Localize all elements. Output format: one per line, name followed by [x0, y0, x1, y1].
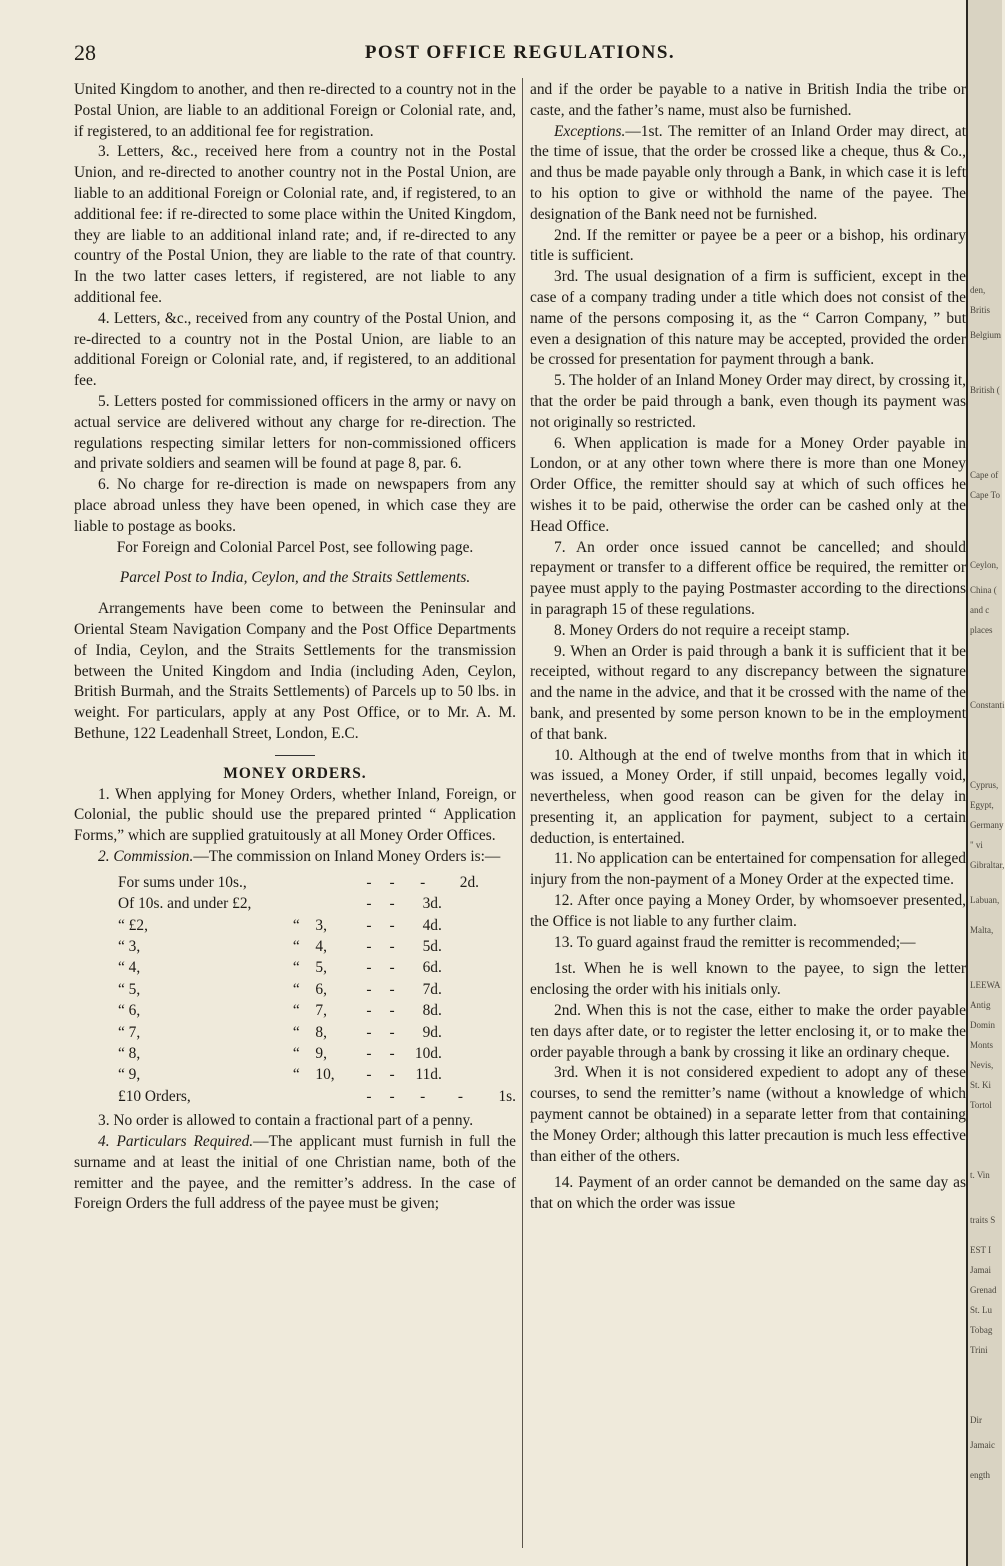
margin-fragment: ength: [970, 1470, 990, 1480]
paragraph: 3rd. The usual designation of a firm is sufficient, except in the case of a company trading under a title which does not consist of the name of the persons composing it, as the “ Carron Company, ” but even a designation of this nature may be accepted, provided the order be crossed for presentation for payment through a bank.: [530, 268, 966, 369]
commission-row: [118, 915, 516, 936]
commission-range: “ 5,: [118, 980, 141, 998]
margin-fragment: Malta,: [970, 925, 994, 935]
leader-dash: -: [457, 1087, 463, 1105]
commission-amount: 2d.: [459, 873, 480, 891]
leader-dash: -: [366, 1023, 372, 1041]
leader-dash: -: [389, 1023, 395, 1041]
commission-amount: 6d.: [422, 959, 442, 977]
margin-fragment: Belgium: [970, 330, 1001, 340]
margin-fragment: China (: [970, 585, 997, 595]
paragraph: 6. No charge for re-direction is made on newspapers from any place abroad unless they have been opened, in which case they are liable to postage as books.: [74, 476, 516, 535]
paragraph: [74, 847, 516, 868]
commission-range: “ 7,: [118, 1023, 141, 1041]
margin-fragment: " vi: [970, 840, 983, 850]
margin-fragment: Antig: [970, 1000, 991, 1010]
inline-text: —1st. The remitter of an Inland Order may direct, at the time of issue, that the order be crossed like a cheque, thus & Co., and thus be made payable only through a Bank, in which case it is left to his option to give or withhold the name of the payee. The designation of the Bank need not be furnished.: [530, 122, 966, 223]
paragraph: 11. No application can be entertained for compensation for alleged injury from the non-payment of a Money Order at the expected time.: [530, 850, 966, 889]
commission-range: “ 3,: [118, 937, 141, 955]
inline-text: —The applicant must furnish in full the surname and at least the initial of one Christian name, both of the remitter and the payee, and the remitter’s address. In the case of Foreign Orders the full address of the payee must be given;: [74, 1132, 517, 1213]
margin-fragment: Tortol: [970, 1100, 992, 1110]
commission-amount: 7d.: [422, 980, 442, 998]
margin-fragment: Britis: [970, 305, 991, 315]
commission-range: 4,: [315, 937, 327, 955]
margin-fragment: traits S: [970, 1215, 996, 1225]
commission-row: [118, 872, 516, 893]
inline-label: 4. Particulars Required.: [98, 1132, 254, 1150]
margin-fragment: Nevis,: [970, 1060, 994, 1070]
paragraph: 2nd. When this is not the case, either to make the order payable ten days after date, or to register the letter enclosing it, or to make the order payable through a bank by crossing it like an ordinary cheque.: [530, 1002, 966, 1061]
leader-dash: -: [366, 1066, 372, 1084]
inline-text: —The commission on Inland Money Orders is:—: [193, 847, 501, 865]
commission-range: 9,: [315, 1044, 327, 1062]
leader-dash: -: [366, 1044, 372, 1062]
margin-fragment: Cape of: [970, 470, 999, 480]
commission-row: [118, 1064, 516, 1085]
commission-amount: 11d.: [415, 1066, 442, 1084]
margin-fragment: Trini: [970, 1345, 988, 1355]
leader-dash: -: [366, 1087, 372, 1105]
leader-dash: -: [389, 1087, 395, 1105]
margin-fragment: Jamai: [970, 1265, 991, 1275]
paragraph: 3. Letters, &c., received here from a country not in the Postal Union, and re-directed to another country not in the Postal Union, are liable to an additional Foreign or Colonial rate, and, if registered, to an additional fee: if re-directed to some place within the United Kingdom, they are liable to an additional inland rate; and, if re-directed to any country of the Postal Union, they are liable to the rate of that country. In the two latter cases letters, if registered, are not liable to any additional fee.: [74, 143, 516, 306]
leader-dash: -: [389, 895, 395, 913]
leader-dash: -: [389, 873, 395, 891]
margin-fragment: Ceylon,: [970, 560, 999, 570]
margin-fragment: Cape To: [970, 490, 1000, 500]
commission-range: “ 6,: [118, 1002, 141, 1020]
leader-dash: -: [420, 873, 426, 891]
commission-range: 6,: [315, 980, 327, 998]
commission-range: “ 4,: [118, 959, 141, 977]
margin-fragment: LEEWA: [970, 980, 1001, 990]
leader-dash: -: [389, 937, 395, 955]
margin-fragment: Egypt,: [970, 800, 994, 810]
commission-row: [118, 893, 516, 914]
commission-range: 8,: [315, 1023, 327, 1041]
commission-range: 3,: [315, 916, 327, 934]
commission-row: [118, 957, 516, 978]
margin-fragment: St. Ki: [970, 1080, 992, 1090]
leader-dash: -: [389, 959, 395, 977]
paragraph: 3rd. When it is not considered expedient to adopt any of these courses, to send the remitter’s name (without a knowledge of which payment cannot be obtained) in a separate letter from that containing the Money Order; although this latter precaution is much less effective than either of the others.: [530, 1064, 966, 1165]
commission-amount: 5d.: [422, 937, 442, 955]
commission-range: Of 10s. and under £2,: [118, 895, 252, 913]
paragraph: United Kingdom to another, and then re-directed to a country not in the Postal Union, are liable to an additional Foreign or Colonial rate, and, if registered, to an additional fee for registration.: [74, 81, 516, 140]
commission-range: “ 9,: [118, 1066, 141, 1084]
commission-amount: 10d.: [414, 1044, 442, 1062]
leader-dash: -: [366, 916, 372, 934]
commission-row: [118, 1043, 516, 1064]
commission-range: “: [292, 916, 300, 934]
margin-fragment: Grenad: [970, 1285, 997, 1295]
commission-amount: 3d.: [422, 895, 442, 913]
margin-fragment: Gibraltar,: [970, 860, 1005, 870]
paragraph: 6. When application is made for a Money Order payable in London, or at any other town where there is more than one Money Order Office, the remitter should say at which of such offices he wishes it to be paid, otherwise the order can be cashed only at the Head Office.: [530, 434, 966, 535]
margin-fragment: Constanti: [970, 700, 1005, 710]
commission-amount: 1s.: [498, 1087, 516, 1105]
paragraph: 1st. When he is well known to the payee, to sign the letter enclosing the order with his initials only.: [530, 960, 966, 999]
commission-amount: 4d.: [422, 916, 442, 934]
margin-fragment: British (: [970, 385, 1000, 395]
commission-amount: 9d.: [422, 1023, 442, 1041]
margin-fragment: Monts: [970, 1040, 994, 1050]
paragraph: 2nd. If the remitter or payee be a peer or a bishop, his ordinary title is sufficient.: [530, 226, 966, 265]
parcel-heading: Parcel Post to India, Ceylon, and the Straits Settlements.: [119, 569, 471, 587]
margin-fragment: places: [970, 625, 993, 635]
running-title: POST OFFICE REGULATIONS.: [364, 42, 676, 63]
margin-fragment: Jamaic: [970, 1440, 995, 1450]
paragraph: 5. The holder of an Inland Money Order may direct, by crossing it, that the order be paid through a bank, even though its payment was not originally so restricted.: [530, 372, 966, 431]
page-header: [74, 40, 966, 70]
paragraph: 13. To guard against fraud the remitter is recommended;—: [554, 933, 916, 951]
paragraph: 7. An order once issued cannot be cancelled; and should repayment or transfer to a different office be required, the remitter or payee must apply to the paying Postmaster according to the directions in paragraph 15 of these regulations.: [530, 538, 966, 618]
paragraph: 5. Letters posted for commissioned officers in the army or navy on actual service are delivered without any charge for re-direction. The regulations respecting similar letters for non-commissioned officers and private soldiers and seamen will be found at page 8, par. 6.: [74, 392, 516, 473]
adjacent-page-margin: [966, 0, 1005, 1566]
paragraph: [74, 1132, 516, 1215]
column-divider: [522, 78, 523, 1548]
section-rule: [275, 755, 315, 756]
commission-row: [118, 979, 516, 1000]
commission-range: “: [292, 1002, 300, 1020]
commission-range: “: [292, 959, 300, 977]
left-column: [74, 80, 516, 1215]
leader-dash: -: [366, 1002, 372, 1020]
inline-label: Exceptions.: [554, 122, 626, 140]
paragraph: Arrangements have been come to between the Peninsular and Oriental Steam Navigation Company and the Post Office Departments of India, Ceylon, and the Straits Settlements for the transmission between the United Kingdom and India (including Aden, Ceylon, British Burmah, and the Straits Settlements) of Parcels up to 50 lbs. in weight. For particulars, apply at any Post Office, or to Mr. A. M. Bethune, 122 Leadenhall Street, London, E.C.: [74, 600, 516, 742]
commission-row: [118, 1000, 516, 1021]
paragraph: 12. After once paying a Money Order, by whomsoever presented, the Office is not liable to any further claim.: [530, 892, 966, 930]
leader-dash: -: [389, 1066, 395, 1084]
leader-dash: -: [389, 1002, 395, 1020]
page-number: 28: [74, 40, 96, 65]
commission-range: “ £2,: [118, 916, 148, 934]
margin-fragment: Dir: [970, 1415, 982, 1425]
section-heading: MONEY ORDERS.: [223, 764, 367, 782]
margin-fragment: Tobag: [970, 1325, 993, 1335]
right-column: [530, 80, 966, 1215]
inline-label: 2. Commission.: [98, 847, 194, 865]
margin-fragment: Labuan,: [970, 895, 1000, 905]
commission-table: [118, 872, 516, 1107]
commission-amount: 8d.: [422, 1002, 442, 1020]
margin-fragment: St. Lu: [970, 1305, 993, 1315]
leader-dash: -: [420, 1087, 426, 1105]
commission-range: “: [292, 1023, 300, 1041]
paragraph: [530, 122, 966, 226]
leader-dash: -: [389, 916, 395, 934]
leader-dash: -: [366, 873, 372, 891]
commission-range: “: [292, 980, 300, 998]
commission-range: “: [292, 1066, 300, 1084]
parcel-note: For Foreign and Colonial Parcel Post, see following page.: [116, 538, 474, 556]
commission-range: “: [292, 1044, 300, 1062]
commission-range: “: [292, 937, 300, 955]
margin-fragment: EST I: [970, 1245, 992, 1255]
paragraph: 10. Although at the end of twelve months from that in which it was issued, a Money Order, if still unpaid, becomes legally void, nevertheless, when good reason can be given for the delay in presenting it, an application for payment, subject to a certain deduction, is entertained.: [530, 746, 966, 847]
margin-fragment: and c: [970, 605, 990, 615]
margin-fragment: t. Vin: [970, 1170, 990, 1180]
margin-fragment: Germany: [970, 820, 1004, 830]
leader-dash: -: [366, 959, 372, 977]
commission-row: [118, 1086, 516, 1107]
paragraph: 1. When applying for Money Orders, whether Inland, Foreign, or Colonial, the public should use the prepared printed “ Application Forms,” which are supplied gratuitously at all Money Order Offices.: [74, 785, 516, 845]
leader-dash: -: [366, 937, 372, 955]
commission-range: 7,: [315, 1002, 327, 1020]
commission-range: 5,: [315, 959, 327, 977]
commission-row: [118, 936, 516, 957]
paragraph: 4. Letters, &c., received from any country of the Postal Union, and re-directed to a country not in the Postal Union, are liable to an additional Foreign or Colonial rate, and, if registered, to an additional fee.: [74, 309, 516, 390]
margin-fragment: Domin: [970, 1020, 996, 1030]
paragraph: 8. Money Orders do not require a receipt stamp.: [554, 621, 850, 639]
commission-range: For sums under 10s.,: [118, 873, 247, 891]
margin-fragment: den,: [970, 285, 986, 295]
paragraph: 14. Payment of an order cannot be demanded on the same day as that on which the order was issue: [530, 1174, 966, 1213]
margin-fragment: Cyprus,: [970, 780, 999, 790]
paragraph: 3. No order is allowed to contain a fractional part of a penny.: [98, 1112, 474, 1130]
leader-dash: -: [366, 895, 372, 913]
paragraph: and if the order be payable to a native in British India the tribe or caste, and the father’s name, must also be furnished.: [530, 81, 966, 119]
paragraph: 9. When an Order is paid through a bank it is sufficient that it be receipted, without regard to any discrepancy between the signature and the name in the advice, and that it be crossed with the name of the bank, and presented by some person known to be in the employment of that bank.: [530, 642, 966, 743]
leader-dash: -: [366, 980, 372, 998]
commission-row: [118, 1022, 516, 1043]
leader-dash: -: [389, 980, 395, 998]
leader-dash: -: [389, 1044, 395, 1062]
commission-range: £10 Orders,: [118, 1087, 191, 1105]
commission-range: 10,: [315, 1066, 335, 1084]
commission-range: “ 8,: [118, 1044, 141, 1062]
